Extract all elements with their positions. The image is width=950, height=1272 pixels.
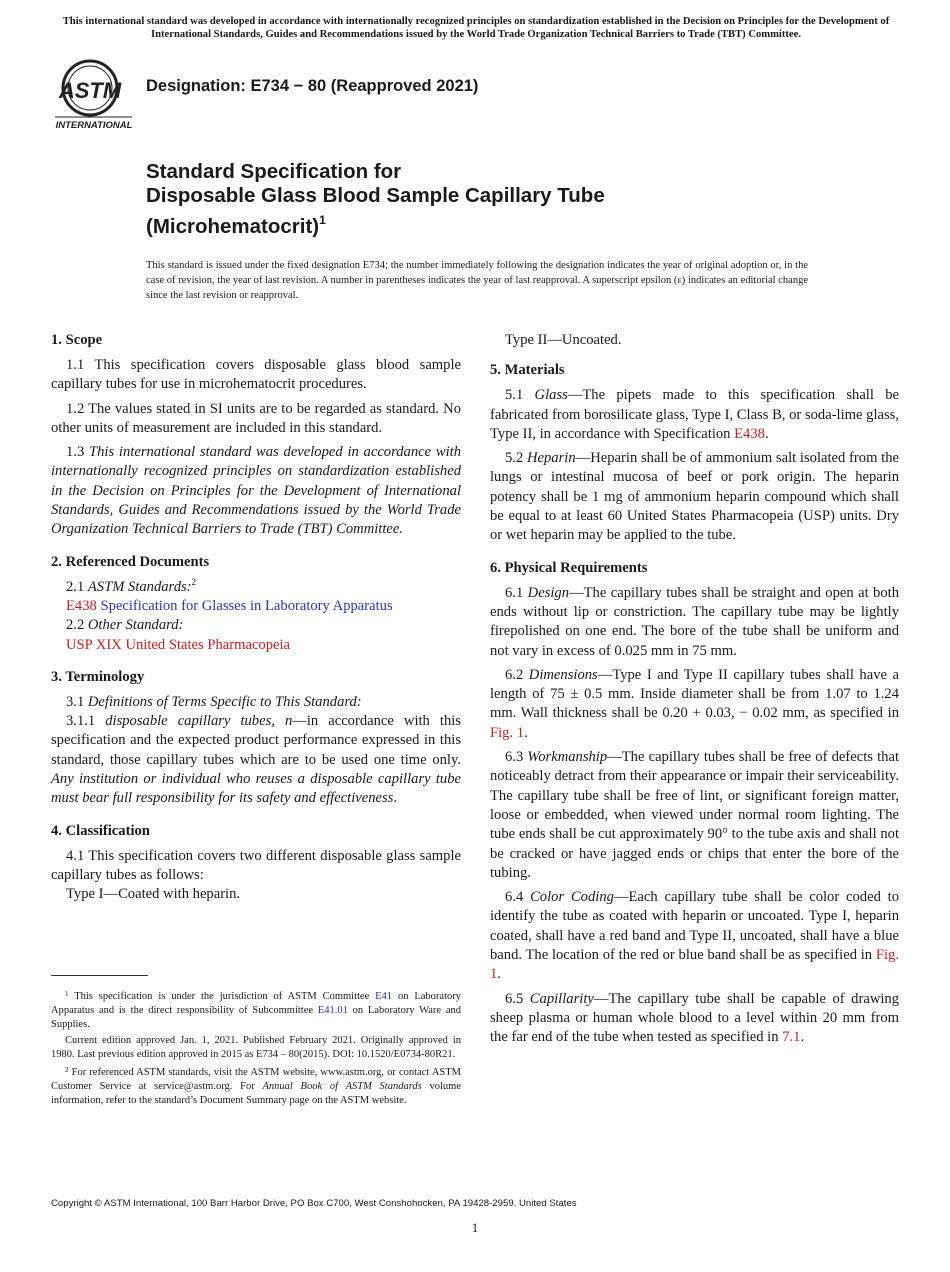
para-6-5 (490, 990, 899, 1048)
ref-e438-code[interactable]: E438 (66, 597, 97, 614)
para-6-1-text: —The capillary tubes shall be straight and open at both ends without lip or constriction. The capillary tube may be lightly firepolished on one end. The bore of the tube shall be uniform and not vary in excess of 0.025 mm in 75 mm. (490, 584, 899, 659)
para-6-2-end: . (524, 724, 528, 741)
para-3-1 (51, 693, 461, 712)
para-2-2 (51, 616, 461, 635)
para-3-1-1 (51, 712, 461, 808)
approval-banner: This international standard was developed in accordance with internationally recognized principles on standardization established in the Decision on Principles for the Development of International Standards, Guides and Recommendations issued by the World Trade Organization Technical Barriers to Trade (TBT) Committee. (62, 16, 890, 40)
para-1-3-text: This international standard was developed in accordance with internationally recognized principles on standardization established in the Decision on Principles for the Development of International Standards, Guides and Recommendations issued by the World Trade Organization Technical Barriers to Trade (TBT) Committee. (51, 444, 462, 538)
title-line-3: (Microhematocrit) (146, 215, 320, 238)
para-1-3-number: 1.3 (66, 444, 90, 461)
para-5-2-number: 5.2 (505, 450, 527, 467)
footnote-2-italic: Annual Book of ASTM Standards (262, 1081, 422, 1093)
para-1-1: 1.1 This specification covers disposable glass blood sample capillary tubes for use in microhematocrit procedures. (51, 357, 461, 393)
para-6-3-term: Workmanship (527, 749, 608, 766)
para-6-2-text: —Type I and Type II capillary tubes shall have a length of 75 ± 0.5 mm. Inside diameter shall be from 1.07 to 1.24 mm. Wall thickness shall be 0.20 + 0.03, − 0.02 mm, as specified in (490, 666, 899, 722)
para-4-1: 4.1 This specification covers two different disposable glass sample capillary tubes as follows: (51, 847, 461, 883)
para-5-1 (490, 386, 899, 444)
heading-terminology: 3. Terminology (51, 668, 145, 685)
para-3-1-1-text: —in accordance with this specification and the expected product performance expressed in this standard, those capillary tubes which are to be used one time only. (51, 713, 461, 768)
para-6-2 (490, 666, 899, 743)
para-3-1-1-term: disposable capillary tubes, n (105, 713, 293, 730)
para-6-4-ref[interactable]: Fig. 1 (490, 947, 899, 983)
title-footnote-mark: 1 (319, 213, 326, 227)
para-2-2-text: Other Standard: (87, 617, 184, 634)
footnote-1-ref-e41-01[interactable]: E41.01 (317, 1005, 348, 1017)
footnote-1-mark: 1 (65, 990, 69, 998)
title-line-1: Standard Specification for (146, 160, 402, 183)
footnote-1-text-a: This specification is under the jurisdiction of ASTM Committee (74, 991, 376, 1002)
para-6-2-number: 6.2 (505, 666, 529, 683)
issue-note: This standard is issued under the fixed designation E734; the number immediately following the designation indicates the year of original adoption or, in the case of revision, the year of last revision. A number in parentheses indicates the year of last reapproval. A superscript epsilon (ε) indicates an editorial change since the last revision or reapproval. (146, 260, 808, 301)
footnote-1-edition: Current edition approved Jan. 1, 2021. Published February 2021. Originally approved in 1980. Last previous edition approved in 2015 as E734 – 80(2015). DOI: 10.1520/E0734-80R21. (51, 1034, 461, 1060)
footnote-1 (51, 987, 461, 1033)
para-1-3 (51, 443, 461, 539)
footnote-1-text-c: on Laboratory Ware and Supplies. (51, 1005, 461, 1031)
para-5-2 (490, 449, 899, 545)
para-6-3-number: 6.3 (505, 749, 528, 766)
para-2-1-footnote-mark: 2 (191, 576, 197, 587)
para-6-2-term: Dimensions (528, 666, 598, 683)
para-5-2-term: Heparin (526, 450, 576, 467)
astm-logo (52, 54, 136, 132)
heading-materials: 5. Materials (490, 362, 565, 379)
para-2-1-number: 2.1 (66, 578, 88, 595)
svg-text:INTERNATIONAL: INTERNATIONAL (55, 120, 133, 131)
para-3-1-text: Definitions of Terms Specific to This Standard: (87, 693, 362, 710)
para-6-1 (490, 584, 899, 661)
para-6-3-text: —The capillary tubes shall be free of defects that noticeably detract from their appearance or impair their serviceability. The capillary tube shall be free of lint, or significant foreign matter, loose or embedded, when viewed under normal room lighting. The tube ends shall be cut approximately 90° to the tube axis and shall not be cracked or have jagged ends or chips that enter the bore of the tubing. (490, 749, 900, 881)
para-6-5-text: —The capillary tube shall be capable of drawing sheep plasma or human whole blood to a level within 20 mm from the far end of the tube when tested as specified in (490, 990, 900, 1046)
para-1-2: 1.2 The values stated in SI units are to be regarded as standard. No other units of measurement are included in this standard. (51, 400, 461, 436)
footnote-1-text-b: on Laboratory Apparatus and is the direct responsibility of Subcommittee (51, 991, 461, 1017)
document-title (146, 160, 846, 239)
para-6-2-ref[interactable]: Fig. 1 (490, 724, 525, 741)
heading-physical-requirements: 6. Physical Requirements (490, 559, 648, 576)
para-6-1-term: Design (527, 584, 570, 601)
footnote-2-text-b: volume information, refer to the standard’s Document Summary page on the ASTM website. (51, 1081, 461, 1107)
para-5-1-end: . (764, 425, 769, 442)
footnote-rule (51, 975, 148, 976)
para-6-4-end: . (497, 966, 501, 983)
para-2-2-number: 2.2 (66, 617, 88, 634)
para-6-1-number: 6.1 (505, 584, 528, 601)
para-3-1-1-italic: Any institution or individual who reuses a disposable capillary tube must bear full responsibility for its safety and effectiveness (51, 771, 461, 807)
ref-usp[interactable]: USP XIX United States Pharmacopeia (66, 636, 291, 653)
copyright-notice: Copyright © ASTM International, 100 Barr Harbor Drive, PO Box C700, West Conshohocken, PA 19428-2959. United States (51, 1198, 577, 1209)
footnotes (51, 987, 461, 1110)
para-5-1-term: Glass (534, 387, 568, 404)
para-6-5-number: 6.5 (505, 990, 530, 1007)
title-line-2: Disposable Glass Blood Sample Capillary Tube (146, 184, 605, 207)
left-column (51, 331, 461, 905)
footnote-1-ref-e41[interactable]: E41 (375, 991, 393, 1002)
para-5-1-text: —The pipets made to this specification shall be fabricated from borosilicate glass, Type I, Class B, or soda-lime glass, Type II, in accordance with Specification (490, 387, 899, 442)
heading-referenced-documents: 2. Referenced Documents (51, 553, 210, 570)
para-5-1-ref[interactable]: E438 (734, 425, 765, 442)
para-3-1-1-end: . (393, 790, 398, 807)
right-column (490, 331, 899, 1053)
para-6-4-number: 6.4 (505, 889, 531, 906)
para-6-5-end: . (800, 1029, 805, 1046)
designation: Designation: E734 − 80 (Reapproved 2021) (146, 77, 479, 95)
para-6-3 (490, 748, 899, 883)
ref-e438-title[interactable]: Specification for Glasses in Laboratory Apparatus (96, 597, 393, 614)
para-5-1-number: 5.1 (505, 387, 535, 404)
para-6-5-term: Capillarity (529, 990, 594, 1007)
para-6-4 (490, 888, 899, 984)
heading-classification: 4. Classification (51, 822, 150, 839)
para-2-1-text: ASTM Standards: (87, 578, 192, 595)
para-6-4-term: Color Coding (530, 889, 614, 906)
footnote-2-text-a: For referenced ASTM standards, visit the ASTM website, www.astm.org, or contact ASTM Customer Service at service@astm.org. For (51, 1067, 461, 1093)
footnote-2-mark: 2 (65, 1066, 69, 1075)
ref-e438[interactable] (51, 597, 461, 616)
para-5-2-text: —Heparin shall be of ammonium salt isolated from the lungs or intestinal mucosa of beef or pork origin. The heparin potency shall be 1 mg of ammonium heparin compound which shall be equal to at least 60 United States Pharmacopeia (USP) units. Dry or wet heparin may be applied to the tube. (490, 450, 899, 544)
type-2: Type II—Uncoated. (505, 332, 622, 348)
svg-text:ASTM: ASTM (58, 78, 122, 103)
type-1: Type I—Coated with heparin. (66, 886, 241, 903)
page-number: 1 (471, 1220, 479, 1235)
para-3-1-number: 3.1 (66, 693, 88, 710)
para-3-1-1-number: 3.1.1 (66, 713, 106, 730)
para-2-1 (51, 578, 461, 597)
heading-scope: 1. Scope (51, 332, 103, 348)
footnote-2 (51, 1063, 461, 1109)
para-6-5-ref[interactable]: 7.1 (782, 1029, 801, 1046)
para-6-4-text: —Each capillary tube shall be color coded to identify the tube as coated with heparin or uncoated. Type I, heparin coated, shall have a red band and Type II, uncoated, shall have a blue band. The location of the red or blue band shall be as specified in (490, 889, 900, 964)
